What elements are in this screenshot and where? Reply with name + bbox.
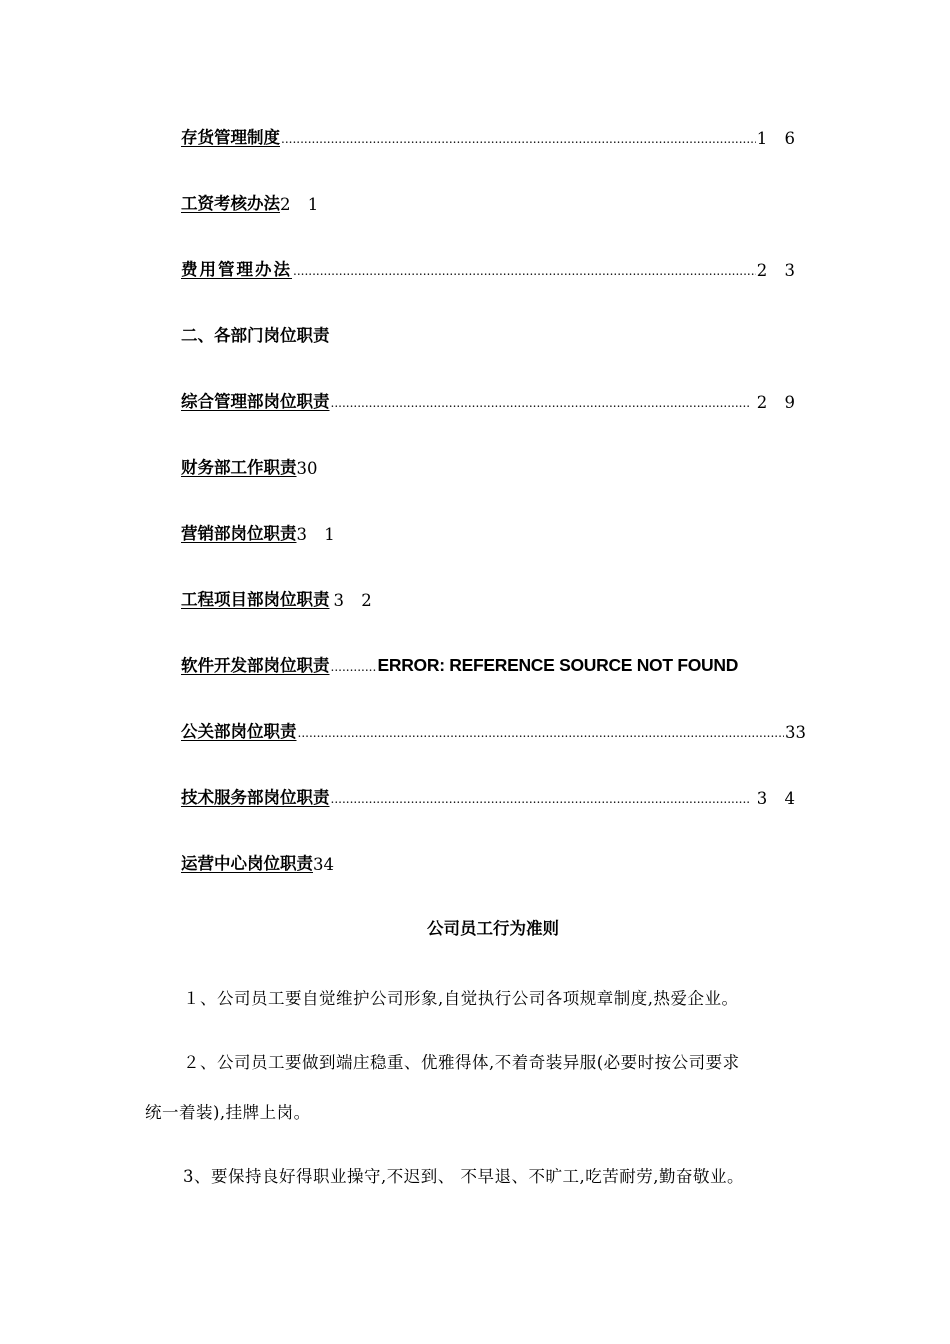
toc-entry[interactable] <box>181 256 801 280</box>
toc-entry-page: 2 1 <box>280 195 325 214</box>
toc-entry[interactable] <box>181 652 821 676</box>
paragraph-continuation: 统一着装),挂牌上岗。 <box>145 1103 311 1122</box>
paragraph: 3、要保持良好得职业操守,不迟到、 不早退、不旷工,吃苦耐劳,勤奋敬业。 <box>183 1167 744 1186</box>
toc-entry-title: 工程项目部岗位职责 <box>181 590 330 609</box>
toc-entry-title: 费用管理办法 <box>181 260 292 279</box>
toc-leader-dots <box>331 397 750 409</box>
toc-entry[interactable] <box>181 520 801 544</box>
toc-entry[interactable] <box>181 388 801 412</box>
toc-entry-page: 30 <box>296 459 318 478</box>
toc-entry-title: 综合管理部岗位职责 <box>181 392 330 411</box>
toc-leader-dots <box>331 661 377 673</box>
toc-entry[interactable] <box>181 586 801 610</box>
toc-leader-dots <box>281 133 756 145</box>
document-title: 公司员工行为准则 <box>427 919 559 938</box>
toc-entry-page: 3 4 <box>756 789 801 808</box>
toc-entry-page: 2 3 <box>756 261 801 280</box>
toc-leader-dots <box>298 727 785 739</box>
toc-entry-page: 1 6 <box>756 129 801 148</box>
toc-entry[interactable] <box>181 124 801 148</box>
toc-entry-title: 软件开发部岗位职责 <box>181 656 330 675</box>
toc-entry[interactable] <box>181 784 801 808</box>
reference-error-text: ERROR: REFERENCE SOURCE NOT FOUND <box>377 655 739 675</box>
toc-entry-page: 3 1 <box>296 525 341 544</box>
toc-entry-title: 存货管理制度 <box>181 128 280 147</box>
toc-leader-dots <box>293 265 756 277</box>
toc-leader-dots <box>331 793 750 805</box>
toc-entry[interactable] <box>181 850 801 874</box>
toc-entry-title: 营销部岗位职责 <box>181 524 297 543</box>
toc-entry-title: 技术服务部岗位职责 <box>181 788 330 807</box>
section-heading: 二、各部门岗位职责 <box>181 326 330 345</box>
toc-entry-page: 34 <box>313 855 334 874</box>
toc-entry-page: 2 9 <box>756 393 801 412</box>
paragraph: １、公司员工要自觉维护公司形象,自觉执行公司各项规章制度,热爱企业。 <box>183 989 739 1008</box>
toc-entry-title: 工资考核办法 <box>181 194 280 213</box>
toc-entry-title: 运营中心岗位职责 <box>181 854 313 873</box>
toc-entry-title: 公关部岗位职责 <box>181 722 297 741</box>
toc-entry[interactable] <box>181 190 801 214</box>
toc-entry-page: 33 <box>785 723 806 742</box>
paragraph: ２、公司员工要做到端庄稳重、优雅得体,不着奇装异服(必要时按公司要求 <box>183 1053 740 1072</box>
toc-entry[interactable] <box>181 454 801 478</box>
toc-entry-title: 财务部工作职责 <box>181 458 297 477</box>
toc-entry-page: 3 2 <box>333 591 378 610</box>
toc-entry[interactable] <box>181 718 806 742</box>
